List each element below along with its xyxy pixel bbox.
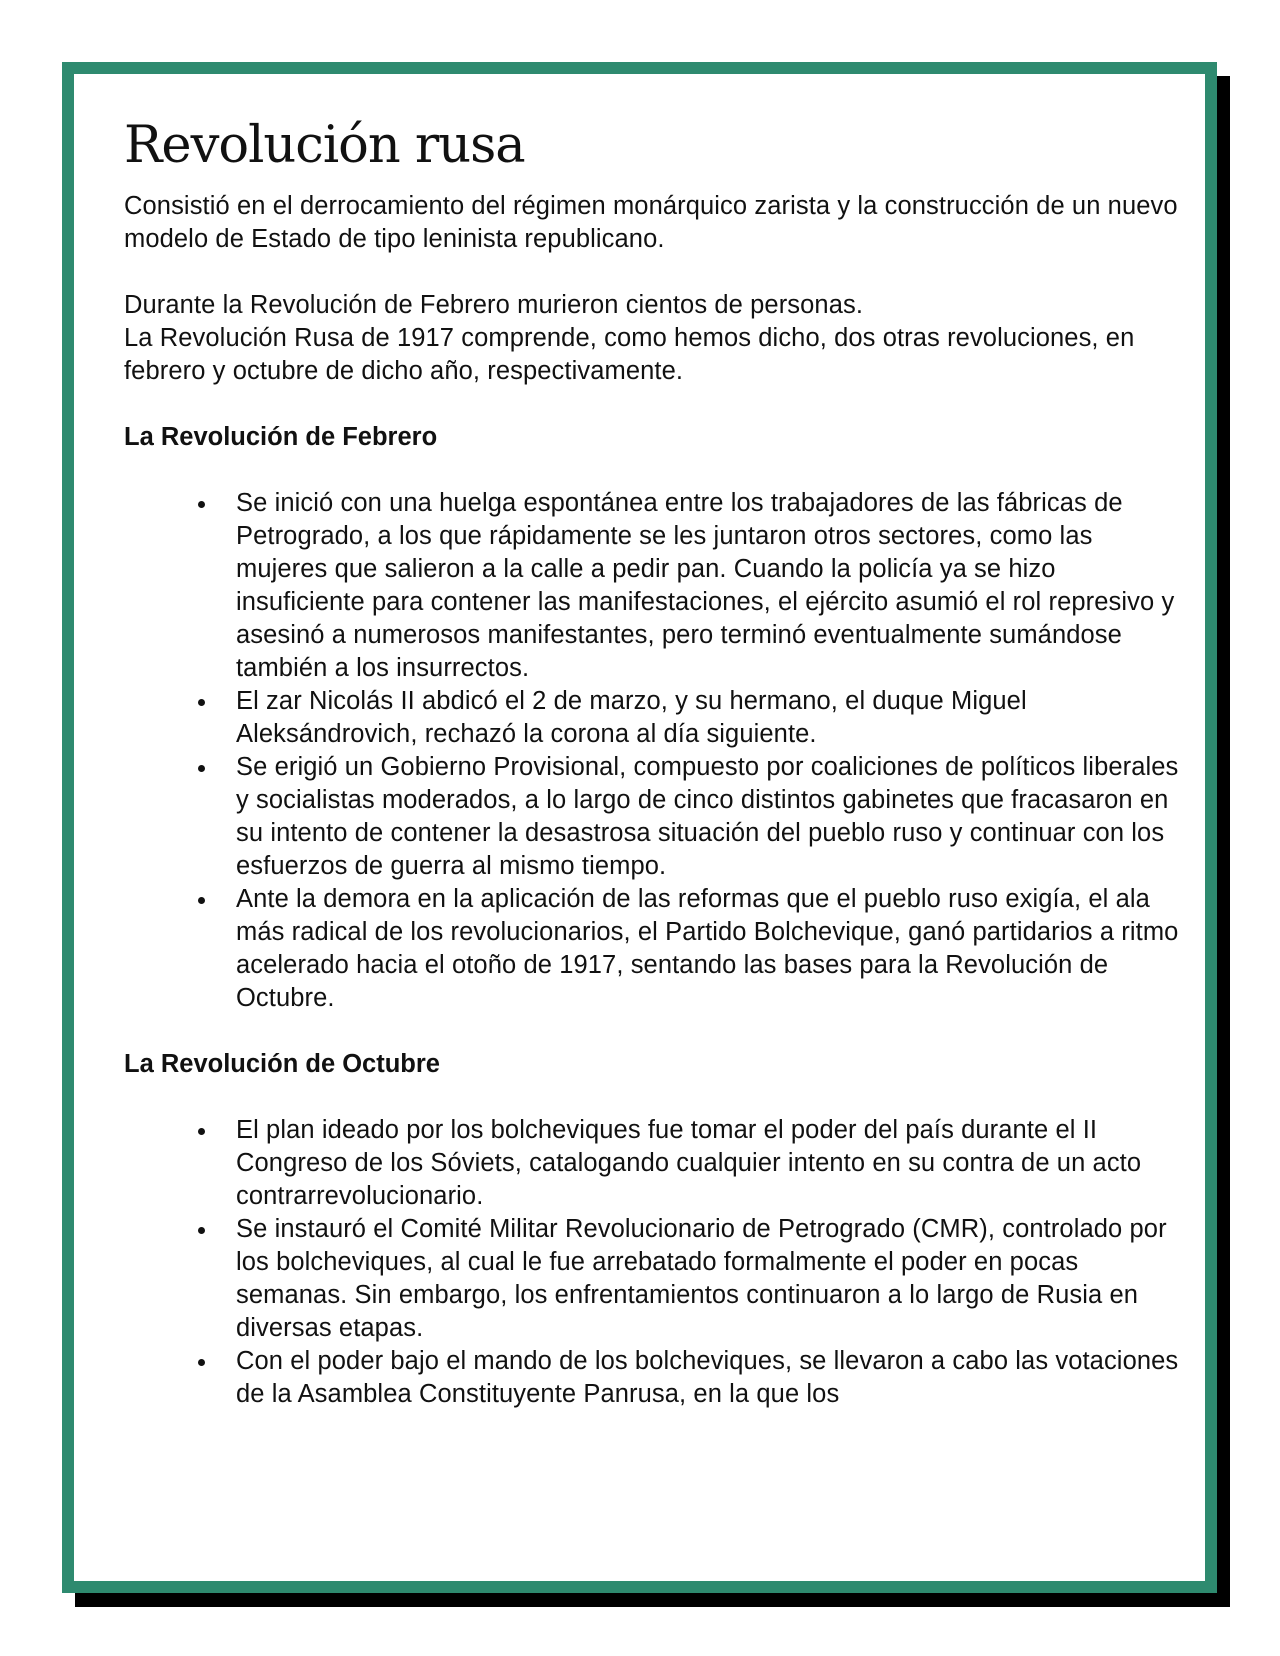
spacer: [124, 388, 1184, 421]
spacer: [124, 1081, 1184, 1114]
section-heading-octubre: La Revolución de Octubre: [124, 1050, 440, 1078]
bullet-dot-icon: [198, 1128, 205, 1135]
list-item: [236, 1114, 1184, 1213]
bullet-dot-icon: [198, 1359, 205, 1366]
document-card: [62, 62, 1217, 1593]
spacer: [124, 454, 1184, 487]
bullet-dot-icon: [198, 699, 205, 706]
bullet-list-febrero: [124, 487, 1184, 1015]
paragraph-line-1: Durante la Revolución de Febrero murieron cientos de personas.: [124, 291, 864, 319]
list-item-text: El plan ideado por los bolcheviques fue tomar el poder del país durante el II Congreso de los Sóviets, catalogando cualquier intento en su contra de un acto contrarrevolucionario.: [236, 1116, 1142, 1210]
document-title: Revolución rusa: [124, 116, 525, 175]
list-item-text: El zar Nicolás II abdicó el 2 de marzo, y su hermano, el duque Miguel Aleksándrovich, rechazó la corona al día siguiente.: [236, 687, 1027, 748]
list-item-text: Con el poder bajo el mando de los bolcheviques, se llevaron a cabo las votaciones de la Asamblea Constituyente Panrusa, en la que los: [236, 1347, 1179, 1408]
document-content: [124, 114, 1184, 1411]
list-item-text: Se inició con una huelga espontánea entre los trabajadores de las fábricas de Petrogrado, a los que rápidamente se les juntaron otros sectores, como las mujeres que salieron a la calle a pedir pan. Cuando la policía ya se hizo insuficiente para contener las manifestaciones, el ejército asumió el rol represivo y asesinó a numerosos manifestantes, pero terminó eventualmente sumándose también a los insurrectos.: [236, 489, 1175, 682]
bullet-dot-icon: [198, 765, 205, 772]
list-item: [236, 487, 1184, 685]
bullet-list-octubre: [124, 1114, 1184, 1411]
bullet-dot-icon: [198, 1227, 205, 1234]
bullet-dot-icon: [198, 897, 205, 904]
bullet-dot-icon: [198, 501, 205, 508]
list-item: [236, 883, 1184, 1015]
list-item-text: Ante la demora en la aplicación de las reformas que el pueblo ruso exigía, el ala más radical de los revolucionarios, el Partido Bolchevique, ganó partidarios a ritmo acelerado hacia el otoño de 1917, sentando las bases para la Revolución de Octubre.: [236, 885, 1179, 1012]
paragraph-line-2: La Revolución Rusa de 1917 comprende, como hemos dicho, dos otras revoluciones, en febrero y octubre de dicho año, respectivamente.: [124, 324, 1135, 385]
list-item: [236, 751, 1184, 883]
list-item-text: Se instauró el Comité Militar Revolucionario de Petrogrado (CMR), controlado por los bolcheviques, al cual le fue arrebatado formalmente el poder en pocas semanas. Sin embargo, los enfrentamientos continuaron a lo largo de Rusia en diversas etapas.: [236, 1215, 1167, 1342]
list-item: [236, 1345, 1184, 1411]
list-item: [236, 1213, 1184, 1345]
list-item-text: Se erigió un Gobierno Provisional, compuesto por coaliciones de políticos liberales y socialistas moderados, a lo largo de cinco distintos gabinetes que fracasaron en su intento de contener la desastrosa situación del pueblo ruso y continuar con los esfuerzos de guerra al mismo tiempo.: [236, 753, 1179, 880]
list-item: [236, 685, 1184, 751]
spacer: [124, 256, 1184, 289]
intro-paragraph: Consistió en el derrocamiento del régimen monárquico zarista y la construcción de un nuevo modelo de Estado de tipo leninista republicano.: [124, 192, 1178, 253]
spacer: [124, 1015, 1184, 1048]
section-heading-febrero: La Revolución de Febrero: [124, 423, 438, 451]
